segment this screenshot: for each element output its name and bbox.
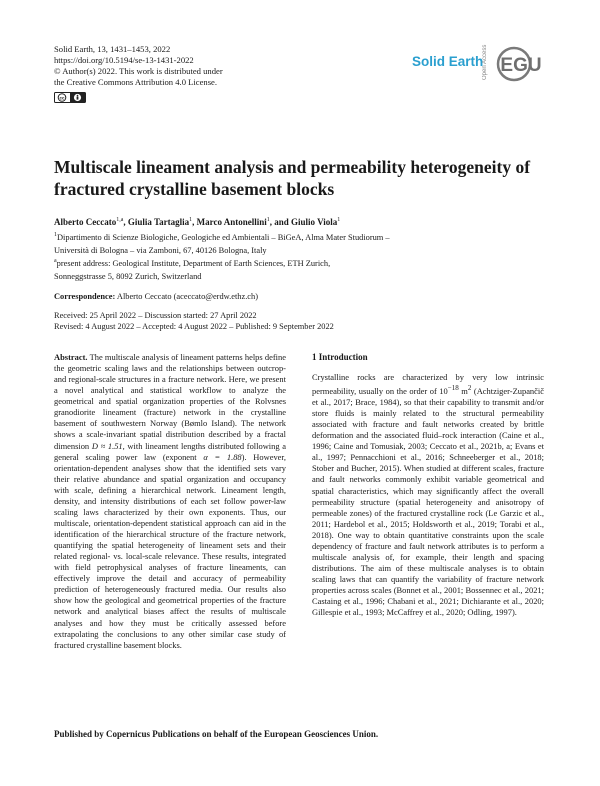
citation-block [54, 44, 223, 88]
citation-line: Solid Earth, 13, 1431–1453, 2022 [54, 44, 171, 54]
svg-text:EGU: EGU [500, 55, 542, 76]
affiliation-block [54, 230, 484, 282]
affiliation-line [54, 230, 484, 243]
open-access-label: Open Access [482, 44, 488, 80]
abstract-text: The multiscale analysis of lineament patterns helps define the geometric scaling laws and the relationships between outcrop- and regional-scale structures in a fracture network. Here, we present a novel analytical and statistical workflow to analyze the geometrical and spatial organization properties of the Rolvsnes granodiorite lineament (fracture) network in the crystalline basement of southwestern Norway (Bømlo Island). The network shows a scale-invariant spatial distribution described by a fractal dimension [54, 352, 286, 451]
article-title: Multiscale lineament analysis and permeability heterogeneity of fractured crystalline basement blocks [54, 157, 531, 199]
abstract-math: α = 1.88 [203, 451, 242, 462]
affiliation-marker: a [54, 258, 57, 264]
abstract-column [54, 352, 286, 651]
publication-dates [54, 310, 334, 332]
author-affiliation-marker: 1,a [116, 217, 124, 223]
author-affiliation-marker: 1 [337, 217, 341, 223]
author-separator: , [192, 217, 197, 227]
dates-published: Revised: 4 August 2022 – Accepted: 4 August 2022 – Published: 9 September 2022 [54, 322, 334, 332]
affiliation-text: Sonneggstrasse 5, 8092 Zurich, Switzerland [54, 271, 202, 281]
svg-text:cc: cc [59, 95, 65, 101]
affiliation-line [54, 269, 484, 282]
egu-logo[interactable] [496, 46, 542, 82]
affiliation-line [54, 256, 484, 269]
affiliation-text: Dipartimento di Scienze Biologiche, Geologiche ed Ambientali – BiGeA, Alma Mater Studiorum – [57, 232, 390, 242]
abstract-text: , with lineament lengths distributed following a general scaling power law (exponent [54, 440, 286, 462]
abstract-text: ). However, orientation-dependent analyses show that the identified sets vary their relative abundance and spatial organization and occupancy with scale, defining a hierarchical network. Lineament length, density, and intensity distributions of each set follow power-law scaling laws characterized by their own exponents. Thus, our multiscale, orientation-dependent statistical approach can aid in the identification of the hierarchical structure of the fracture network, quantifying the spatial heterogeneity of lineament sets and their related regional- vs. local-scale relevance. These results, integrated with field petrophysical analyses of fracture lineaments, can effectively improve the detail and accuracy of permeability prediction of heterogeneously fractured media. Our results also show how the geological and geometrical properties of the fracture network and analytical biases affect the results of multiscale analyses and how they must be critically assessed before extrapolating the conclusions to any other similar case study of fractured crystalline basement blocks. [54, 451, 286, 650]
abstract-label: Abstract. [54, 352, 88, 362]
section-heading: 1 Introduction [312, 352, 368, 362]
affiliation-line [54, 243, 484, 256]
correspondence-line [54, 291, 258, 302]
correspondence-label: Correspondence: [54, 292, 116, 301]
author-separator: , [123, 217, 128, 227]
correspondence-email[interactable]: Alberto Ceccato (aceccato@erdw.ethz.ch) [116, 292, 258, 301]
intro-text: (Achtziger-Zupančič et al., 2017; Brace, 1984), so that their capability to transmit and/or store fluids is mainly related to the structural permeability associated with fracture and fault networks created by brittle deformation and the associated fluid–rock interaction (Caine et al., 1996; Caine and Tomusiak, 2003; Ceccato et al., 2021b, a; Evans et al., 1997; Pennacchioni et al., 2016; Schneeberger et al., 2018; Stober and Bucher, 2015). When studied at different scales, fracture and fault networks commonly exhibit variable geometrical and spatial characteristics, which may significantly affect the overall permeability structure (spatial heterogeneity and anisotropy of permeable zones) of the fractured crystalline rock (Le Garzic et al., 2011; Hardebol et al., 2015; Holdsworth et al., 2019; Torabi et al., 2018). One way to obtain quantitative constraints upon the scale dependency of fracture and fault network attributes is to perform a multiscale analysis of, for example, their length and spacing distributions. The aim of these multiscale analyses is to obtain scaling laws that can quantify the variability of fracture network properties across scales (Bonnet et al., 2001; Bossennec et al., 2021; Castaing et al., 1996; Chabani et al., 2021; Dichiarante et al., 2020; Gillespie et al., 1993; McCaffrey et al., 2020; Odling, 1997). [312, 385, 544, 618]
author-name[interactable]: Marco Antonellini [196, 217, 267, 227]
publisher-footer: Published by Copernicus Publications on behalf of the European Geosciences Union. [54, 729, 379, 739]
author-name[interactable]: Giulio Viola [291, 217, 338, 227]
intro-text: m [458, 385, 468, 396]
dates-received: Received: 25 April 2022 – Discussion started: 27 April 2022 [54, 311, 257, 320]
abstract-math: D ≈ 1.51 [91, 440, 123, 451]
affiliation-text: Università di Bologna – via Zamboni, 67, 40126 Bologna, Italy [54, 245, 267, 255]
copyright-line: © Author(s) 2022. This work is distributed under [54, 66, 223, 76]
introduction-paragraph [312, 372, 544, 618]
author-separator: , and [269, 217, 292, 227]
abstract-paragraph [54, 352, 286, 651]
author-affiliation-marker: 1 [189, 217, 193, 223]
intro-unit-exponent: 2 [467, 384, 472, 393]
affiliation-text: present address: Geological Institute, Department of Earth Sciences, ETH Zurich, [56, 258, 331, 268]
creative-commons-by-icon[interactable] [54, 92, 86, 103]
author-affiliation-marker: 1 [266, 217, 270, 223]
intro-text: Crystalline rocks are characterized by very low intrinsic permeability, usually on the order of 10 [312, 372, 544, 396]
journal-logo[interactable]: Solid Earth [412, 54, 484, 69]
author-list [54, 214, 340, 228]
license-line: the Creative Commons Attribution 4.0 License. [54, 77, 218, 87]
author-name[interactable]: Giulia Tartaglia [127, 217, 190, 227]
author-name[interactable]: Alberto Ceccato [54, 217, 117, 227]
introduction-column [312, 352, 544, 618]
intro-exponent: −18 [447, 384, 459, 393]
doi-link[interactable]: https://doi.org/10.5194/se-13-1431-2022 [54, 55, 194, 65]
affiliation-marker: 1 [54, 232, 57, 238]
